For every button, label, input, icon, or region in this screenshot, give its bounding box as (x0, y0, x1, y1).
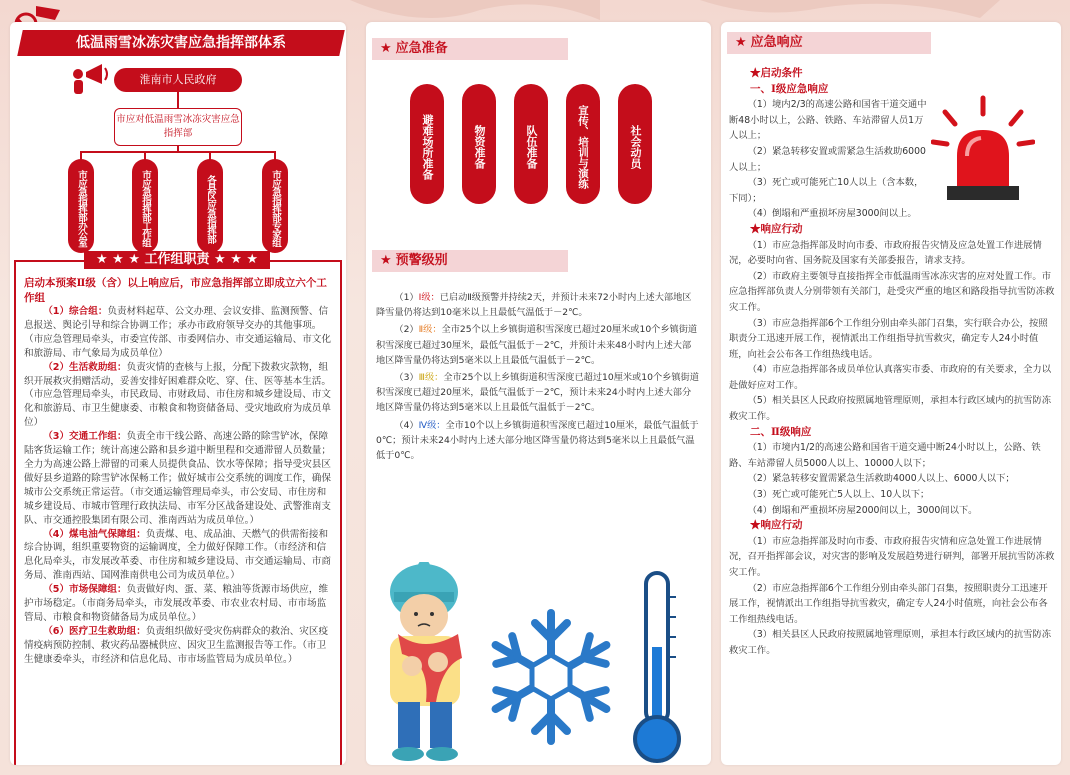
l2-condition: （4）倒塌和严重损坏房屋2000间以上，3000间以下。 (747, 504, 978, 516)
org-branch-counties: 各县区应急指挥部 (197, 159, 223, 253)
duties-title: ★ ★ ★ 工作组职责 ★ ★ ★ (84, 251, 270, 269)
l1-condition: （2）紧急转移安置或需紧急生活救助6000人以上； (729, 145, 926, 173)
group-item: （2）生活救助组：负责灾情的查核与上报，分配下拨救灾款物，组织开展救灾捐赠活动，妥善安排好困难群众吃、穿、住、医等基本生活。（市应急管理局牵头，市民政局、市财政局、市住房和城乡建设局、市文化和旅游局、市卫生健康委、市粮食和物资储备局、受灾地政府为成员单位） (24, 361, 331, 429)
prep-item-training: 宣传、培训与演练 (566, 84, 600, 204)
prep-item-supplies: 物资准备 (462, 84, 496, 204)
response-section-header: ★ 应急响应 (727, 32, 931, 54)
warning-level-1: （1）Ⅰ级：已启动Ⅱ级预警并持续2天，并预计未来72小时内上述大部地区降雪量仍将达到10毫米以上且最低气温低于－2℃。 (376, 292, 692, 319)
star-icon: ★ (380, 253, 392, 268)
group-item: （4）煤电油气保障组：负责煤、电、成品油、天燃气的供需衔接和综合协调，组织重要物资的运输调度，全力做好保障工作。（市经济和信息化局牵头，市发展改革委、市住房和城乡建设局、市交通运输局、市商务局、淮南西站、国网淮南供电公司为成员单位。） (24, 528, 331, 582)
warning-level-4: （4）Ⅳ级：全市10个以上乡镇街道积雪深度已超过10厘米，最低气温低于0℃；预计未来24小时内上述大部分地区降雪量仍将达到5毫米以上且最低气温低于0℃。 (376, 419, 699, 462)
start-condition-label: ★启动条件 (750, 67, 803, 79)
cold-child-illustration (372, 562, 482, 765)
org-connector (177, 92, 179, 108)
megaphone-person-icon (72, 62, 112, 96)
group-item: （1）综合组：负责材料起草、公文办理、会议安排、监测预警、信息报送、舆论引导和综合协调工作；承办市政府领导交办的其他事项。（市应急管理局牵头，市委宣传部、市委网信办、市交通运输局、市文化和旅游局、市气象局为成员单位） (24, 306, 331, 359)
l1-condition: （3）死亡或可能死亡10人以上（含本数，下同）； (729, 177, 924, 204)
l2-action: （1）市应急指挥部及时向市委、市政府报告灾情和应急处置工作进展情况，召开指挥部会议，对灾害的影响及发展趋势进行研判，部署开展抗雪防冻救灾工作。 (729, 535, 1055, 578)
l1-action: （4）市应急指挥部各成员单位认真落实市委、市政府的有关要求，全力以赴做好应对工作。 (729, 364, 1052, 391)
l1-condition: （1）境内2/3的高速公路和国省干道交通中断48小时以上，公路、铁路、车站滞留人员1万人以上； (729, 99, 927, 142)
org-city-government: 淮南市人民政府 (114, 68, 242, 92)
warn-section-header: ★ 预警级别 (372, 250, 568, 272)
l1-action: （3）市应急指挥部6个工作组分别由牵头部门召集，实行联合办公，按照职责分工迅速开展工作，视情派出工作组指导抗雪救灾，确定专人24小时值班，向社会公布各工作组热线电话。 (729, 317, 1048, 360)
prep-item-shelter: 避难场所准备 (410, 84, 444, 204)
snowflake-icon (476, 602, 626, 752)
l2-condition: （3）死亡或可能死亡5人以上、10人以下； (747, 489, 930, 501)
group-item: （3）交通工作组：负责全市干线公路、高速公路的除雪铲冰，保障陆客货运输工作；统计高速公路和县乡道中断里程和交通滞留人员数量；全力为高速公路上滞留的司乘人员提供食品、饮水等保障；指导受灾县区做好县乡道路的除雪铲冰保畅工作；做好城市公交系统的调度工作，确保城市公交系统正常运营。（市交通运输管理局牵头，市公安局、市住房和城乡建设局、市城市管理行政执法局、市军分区战备建设处、武警淮南支队、市交通控股集团有限公司、淮南西站为成员单位。） (24, 431, 331, 526)
prep-item-mobilization: 社会动员 (618, 84, 652, 204)
workgroup-duties-box (14, 260, 342, 765)
prep-item-teams: 队伍准备 (514, 84, 548, 204)
response-content (729, 66, 1055, 659)
red-flag-icon (36, 6, 60, 20)
l1-condition: （4）倒塌和严重损坏房屋3000间以上。 (747, 208, 917, 220)
l2-action: （3）相关县区人民政府按照属地管理原则，承担本行政区域内的抗雪防冻救灾工作。 (729, 629, 1052, 656)
thermometer-icon (632, 567, 682, 765)
l2-condition: （1）市境内1/2的高速公路和国省干道交通中断24小时以上，公路、铁路、车站滞留人员5000人以上、10000人以下； (729, 442, 1041, 469)
duties-lead: 启动本预案Ⅱ级（含）以上响应后，市应急指挥部立即成立六个工作组 (24, 277, 327, 304)
org-branch-office: 市应急指挥部办公室 (68, 159, 94, 253)
l2-condition: （2）紧急转移安置需紧急生活救助4000人以上、6000人以下； (747, 473, 1015, 485)
action-label: ★响应行动 (750, 222, 803, 235)
warning-level-2: （2）Ⅱ级：全市25个以上乡镇街道积雪深度已超过20厘米或10个乡镇街道积雪深度已超过30厘米，最低气温低于－2℃，并预计未来48小时内上述大部地区降雪量仍将达到5毫米以上且最低气温低于－2℃。 (376, 324, 698, 366)
action-label: ★响应行动 (750, 519, 803, 532)
l1-action: （1）市应急指挥部及时向市委、市政府报告灾情及应急处置工作进展情况，必要时向省、国务院及国家有关部委报告，请求支持。 (729, 239, 1042, 267)
warning-levels (376, 290, 700, 465)
level2-title: 二、Ⅱ级响应 (750, 425, 812, 438)
org-command-hq: 市应对低温雨雪冰冻灾害应急指挥部 (114, 108, 242, 146)
prep-section-header: ★ 应急准备 (372, 38, 568, 60)
warning-level-3: （3）Ⅲ级：全市25个以上乡镇街道积雪深度已超过10厘米或10个乡镇街道积雪深度已超过20厘米，最低气温低于－2℃，预计未来24小时内上述大部分地区降雪量仍将达到5毫米以上且最低气温低于－2℃。 (376, 372, 699, 414)
l2-action: （2）市应急指挥部6个工作组分别由牵头部门召集，按照职责分工迅速开展工作，视情派出工作组指导抗雪救灾，确定专人24小时值班，向社会公布各工作组热线电话。 (729, 582, 1048, 625)
l1-action: （5）相关县区人民政府按照属地管理原则，承担本行政区域内的抗雪防冻救灾工作。 (729, 395, 1052, 423)
star-icon: ★ (735, 35, 747, 50)
l1-action: （2）市政府主要领导直接指挥全市低温雨雪冰冻灾害的应对处置工作。市应急指挥部负责人分别带领有关部门，赴受灾严重的地区和路段指导抗雪防冻救灾工作。 (729, 270, 1055, 313)
star-icon: ★ (380, 41, 392, 56)
group-item: （5）市场保障组：负责做好肉、蛋、菜、粮油等货源市场供应，维护市场稳定。（市商务局牵头，市发展改革委、市农业农村局、市市场监管局、市粮食和物资储备局为成员单位。） (24, 584, 329, 623)
panel1-title: 低温雨雪冰冻灾害应急指挥部体系 (17, 30, 345, 56)
org-branch-experts: 市应急指挥部专家组 (262, 159, 288, 253)
org-connector (80, 151, 276, 153)
group-item: （6）医疗卫生救助组：负责组织做好受灾伤病群众的救治、灾区疫情疫病预防控制、救灾药品器械供应、因灾卫生监测报告等工作。（市卫生健康委牵头，市经济和信息化局、市市场监管局为成员单位。） (24, 625, 329, 665)
level1-title: 一、Ⅰ级应急响应 (750, 82, 829, 95)
panel-emergency-response (721, 22, 1061, 765)
panel-command-system (10, 22, 346, 765)
panel-preparation (366, 22, 711, 765)
org-branch-workgroup: 市应急指挥部工作组 (132, 159, 158, 253)
